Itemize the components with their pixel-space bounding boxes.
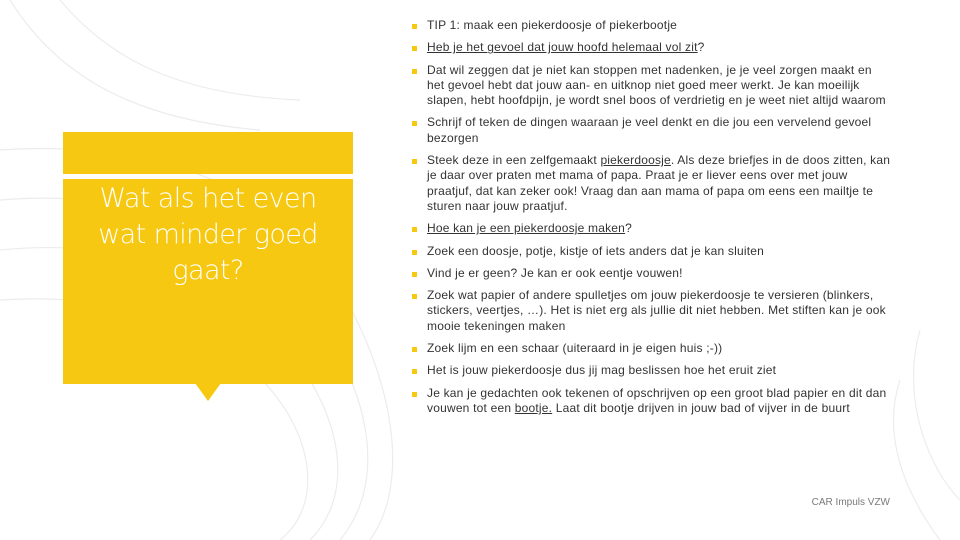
square-bullet-icon xyxy=(412,347,417,352)
item-text: Laat dit bootje drijven in jouw bad of vijver in de buurt xyxy=(552,400,850,415)
list-item xyxy=(412,18,892,33)
list-item xyxy=(412,266,892,281)
list-item xyxy=(412,40,892,55)
link-piekerdoosje[interactable]: piekerdoosje xyxy=(600,153,671,168)
item-text: Zoek wat papier of andere spulletjes om jouw piekerdoosje te versieren (blinkers, stickers, veertjes, …). Het is niet erg als jullie dit niet hebben. Met stiften kan je ook mooie tekeningen maken xyxy=(427,288,886,333)
item-text: Schrijf of teken de dingen waaraan je veel denkt en die jou een vervelend gevoel bezorgen xyxy=(427,115,872,145)
square-bullet-icon xyxy=(412,369,417,374)
list-item xyxy=(412,386,892,417)
callout-panel xyxy=(63,132,353,384)
square-bullet-icon xyxy=(412,272,417,277)
item-text: Zoek een doosje, potje, kistje of iets anders dat je kan sluiten xyxy=(427,243,764,258)
square-bullet-icon xyxy=(412,250,417,255)
square-bullet-icon xyxy=(412,227,417,232)
callout-title xyxy=(63,181,353,289)
callout-top-band xyxy=(63,132,353,174)
link-hoe-kan-je-piekerdoosje-maken[interactable]: Hoe kan je een piekerdoosje maken xyxy=(427,221,626,236)
list-item xyxy=(412,153,892,214)
square-bullet-icon xyxy=(412,392,417,397)
square-bullet-icon xyxy=(412,294,417,299)
item-text: TIP 1: maak een piekerdoosje of piekerbootje xyxy=(427,18,678,32)
square-bullet-icon xyxy=(412,121,417,126)
link-heb-je-het-gevoel[interactable]: Heb je het gevoel dat jouw hoofd helemaal vol zit xyxy=(427,40,698,55)
list-item xyxy=(412,244,892,259)
footer-credit: CAR Impuls VZW xyxy=(811,497,890,508)
callout-title-line: gaat? xyxy=(172,255,244,286)
list-item xyxy=(412,288,892,334)
item-text: . Als deze briefjes in de doos zitten, kan je daar over praten met mama of papa. Praat je er liever eens over met jouw praatjuf, dat kan zeker ook! Vraag dan aan mama of papa om eens een mailtje te sturen naar jouw praatjuf. xyxy=(427,153,891,213)
square-bullet-icon xyxy=(412,24,417,29)
callout-pointer-icon xyxy=(195,383,221,401)
item-text: ? xyxy=(697,40,705,55)
item-text: Dat wil zeggen dat je niet kan stoppen met nadenken, je je veel zorgen maakt en het gevoel hebt dat jouw aan- en uitknop niet goed meer werkt. Je kan moeilijk slapen, hebt hoofdpijn, je wordt snel boos of verdrietig en je weet niet altijd waarom xyxy=(427,62,886,108)
item-text: Vind je er geen? Je kan er ook eentje vouwen! xyxy=(427,265,683,280)
square-bullet-icon xyxy=(412,46,417,51)
item-text: ? xyxy=(625,221,632,236)
link-bootje[interactable]: bootje. xyxy=(514,400,553,415)
callout-title-line: wat minder goed xyxy=(98,219,318,250)
list-item xyxy=(412,341,892,356)
list-item xyxy=(412,115,892,146)
callout-title-line: Wat als het even xyxy=(99,183,317,214)
list-item xyxy=(412,63,892,109)
item-text: Steek deze in een zelfgemaakt xyxy=(427,153,601,168)
item-text: Zoek lijm en een schaar (uiteraard in je eigen huis ;-)) xyxy=(427,341,723,356)
item-text: Het is jouw piekerdoosje dus jij mag beslissen hoe het eruit ziet xyxy=(427,363,777,378)
list-item xyxy=(412,363,892,378)
square-bullet-icon xyxy=(412,159,417,164)
list-item xyxy=(412,221,892,236)
item-text: Je kan je gedachten ook tekenen of opschrijven op een groot blad papier en dit dan vouwen tot een xyxy=(427,385,887,415)
square-bullet-icon xyxy=(412,69,417,74)
bullet-list xyxy=(412,18,892,423)
